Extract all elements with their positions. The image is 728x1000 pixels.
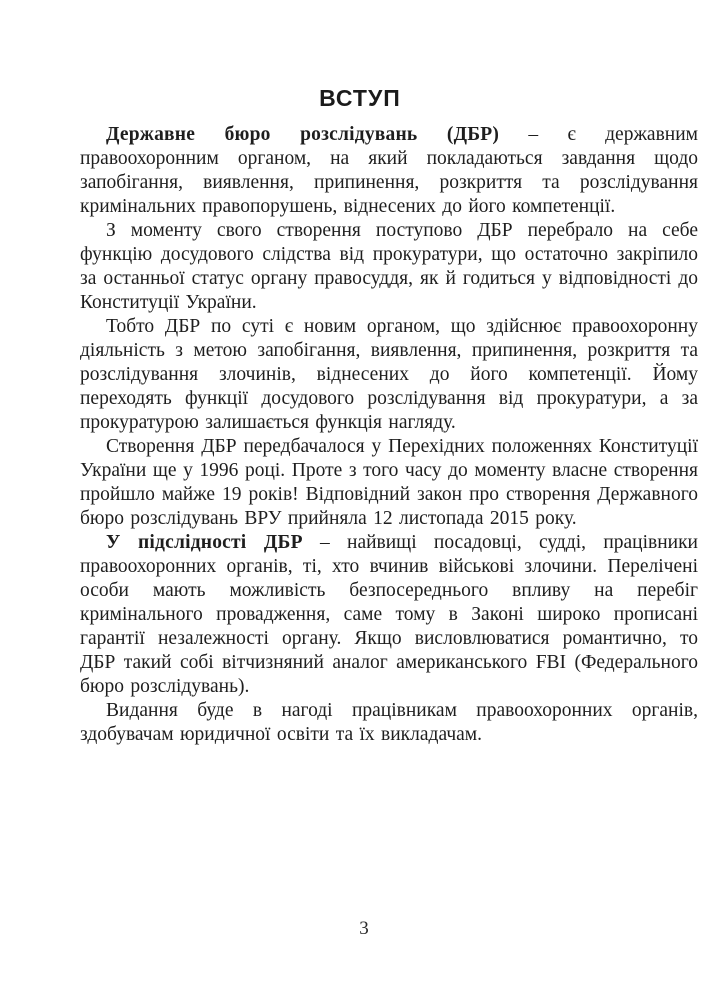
- page-title: ВСТУП: [319, 85, 401, 111]
- paragraph-text: З моменту свого створення поступово ДБР перебрало на себе функцію досудового слідства від прокуратури, що остаточно закріпило за останньої статус органу правосуддя, як й годиться у відповідності до Конституції України.: [80, 220, 698, 313]
- paragraph: [80, 435, 698, 531]
- page-number: 3: [359, 918, 369, 939]
- paragraph: [80, 219, 698, 315]
- paragraph-lead: У підслідності ДБР: [106, 532, 303, 553]
- paragraph: [80, 315, 698, 435]
- paragraph-text: Видання буде в нагоді працівникам правоохоронних органів, здобувачам юридичної освіти та їх викладачам.: [80, 700, 698, 745]
- paragraph-text: Створення ДБР передбачалося у Перехідних положеннях Конституції України ще у 1996 році. Проте з того часу до моменту власне створення пройшло майже 19 років! Відповідний закон про створення Державного бюро розслідувань ВРУ прийняла 12 листопада 2015 року.: [80, 436, 698, 529]
- paragraph-text: Тобто ДБР по суті є новим органом, що здійснює правоохоронну діяльність з метою запобігання, виявлення, припинення, розкриття та розслідування злочинів, віднесених до його компетенції. Йому переходять функції досудового розслідування від прокуратури, а за прокуратурою залишається функція нагляду.: [80, 316, 698, 433]
- body-text: [80, 123, 698, 747]
- paragraph-text: – найвищі посадовці, судді, працівники правоохоронних органів, ті, хто вчинив військові злочини. Перелічені особи мають можливість безпосереднього впливу на перебіг кримінального провадження, саме тому в Законі широко прописані гарантії незалежності органу. Якщо висловлюватися романтично, то ДБР такий собі вітчизняний аналог американського FBI (Федерального бюро розслідувань).: [80, 532, 698, 697]
- paragraph-lead: Державне бюро розслідувань (ДБР): [106, 124, 500, 145]
- paragraph: [80, 531, 698, 699]
- paragraph: [80, 699, 698, 747]
- paragraph: [80, 123, 698, 219]
- paragraph-text: – є державним правоохоронним органом, на який покладаються завдання щодо запобігання, виявлення, припинення, розкриття та розслідування кримінальних правопорушень, віднесених до його компетенції.: [80, 124, 698, 217]
